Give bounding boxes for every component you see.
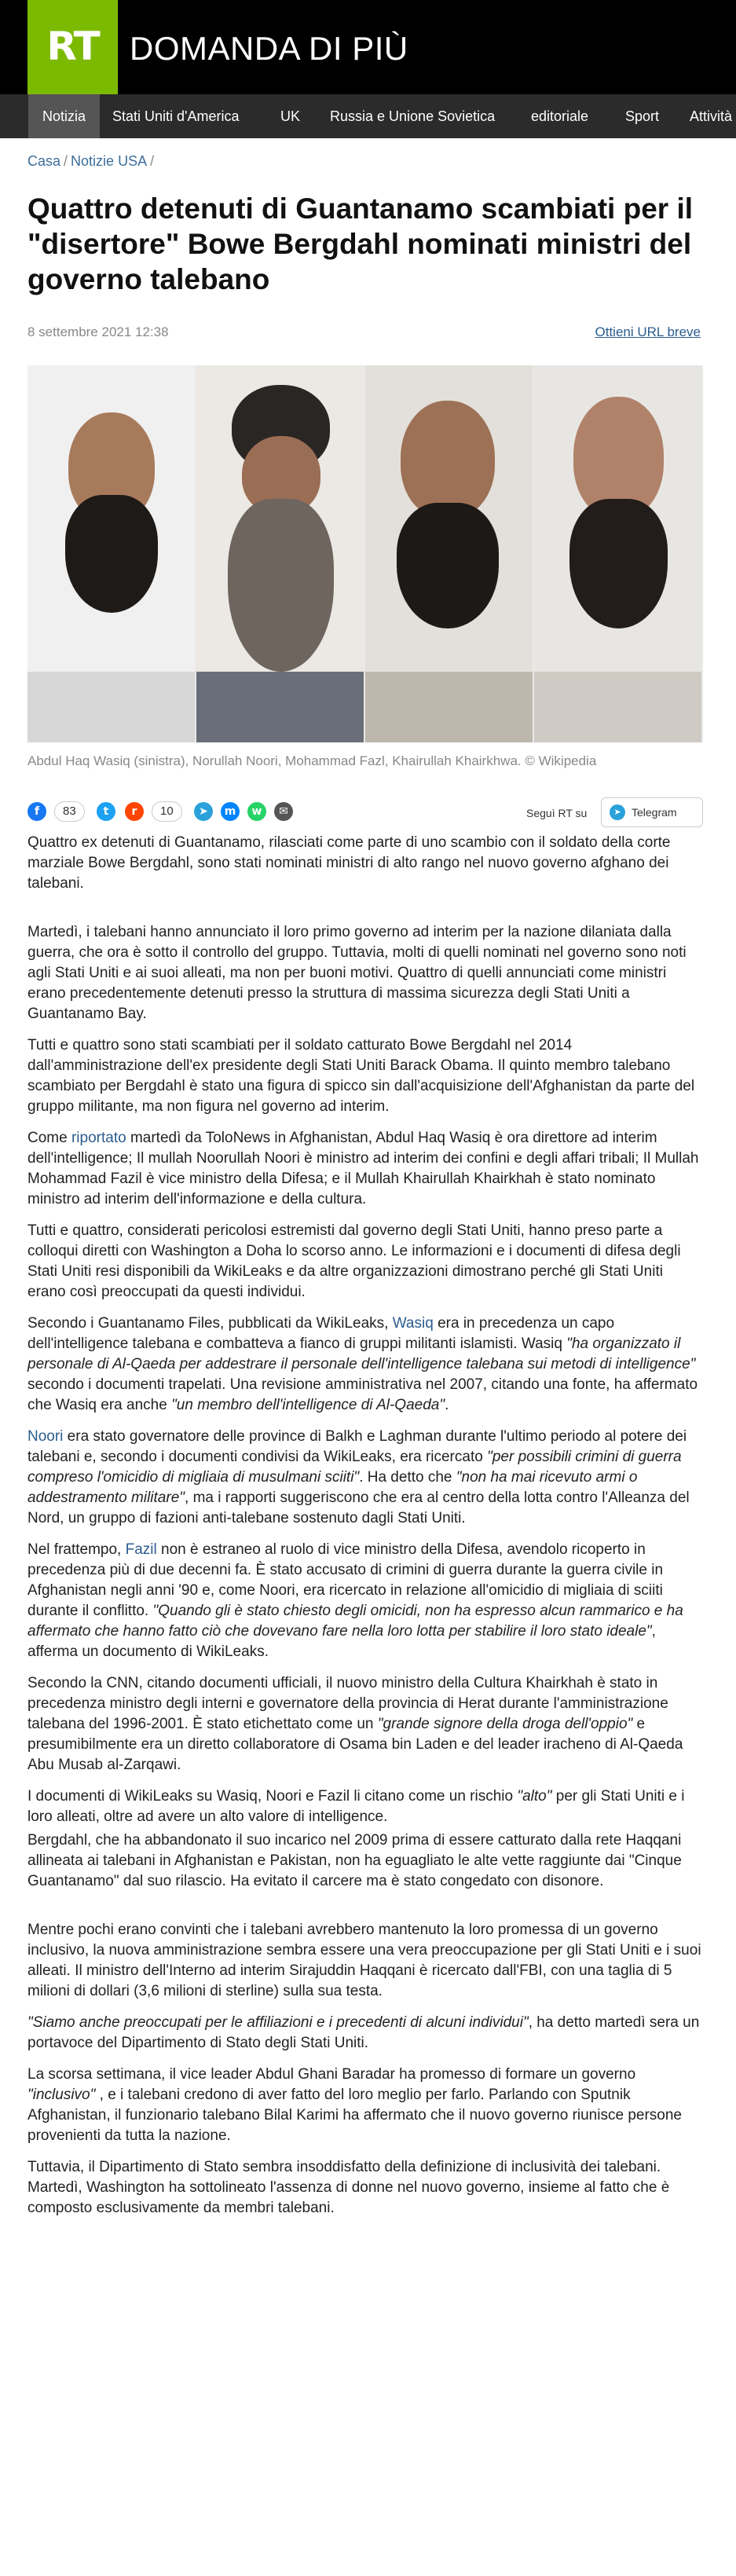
article-body <box>27 833 703 2230</box>
article-date: 8 settembre 2021 12:38 <box>27 324 169 339</box>
text-span: non è estraneo al ruolo di vice ministro della Difesa, avendolo ricoperto in precedenza più di due decenni fa. È stato accusato di crimini di guerra durante la guerra civile in Afghanistan negli anni '90 e, come Noori, era ricercato in relazione all'omicidio di migliaia di sciiti durante il conflitto. <box>27 1541 664 1619</box>
breadcrumb-section[interactable]: Notizie USA <box>71 153 148 169</box>
text-span: era in precedenza un capo dell'intelligence talebana e combatteva a fianco di gruppi militanti islamisti. Wasiq <box>27 1315 615 1352</box>
reddit-icon[interactable]: r <box>125 802 144 821</box>
logo-text: RT <box>46 24 99 69</box>
article-hero-image <box>27 365 703 742</box>
text-span: , ma i rapporti suggeriscono che era al centro della lotta contro l'Alleanza del Nord, un gruppo di fazioni anti-talebane sostenuto dagli Stati Uniti. <box>27 1490 690 1526</box>
short-url-link[interactable]: Ottieni URL breve <box>595 324 701 339</box>
breadcrumb <box>27 153 157 170</box>
article-paragraph: Mentre pochi erano convinti che i talebani avrebbero mantenuto la loro promessa di un governo inclusivo, la nuova amministrazione sembra essere una vera preoccupazione per gli Stati Uniti e i suoi alleati. Il ministro dell'Interno ad interim Sirajuddin Haqqani è ricercato dall'FBI, con una taglia di 5 milioni di dollari (3,6 milioni di sterline) sulla sua testa. <box>27 1922 701 1999</box>
fazil-link[interactable]: Fazil <box>125 1541 157 1558</box>
text-span: La scorsa settimana, il vice leader Abdul Ghani Baradar ha promesso di formare un governo <box>27 2066 636 2083</box>
text-span: era stato governatore delle province di Balkh e Laghman durante l'ultimo periodo al potere dei talebani e, secondo i documenti condivisi da WikiLeaks, era ricercato <box>27 1428 687 1465</box>
site-header <box>0 0 736 94</box>
reported-link[interactable]: riportato <box>71 1130 126 1146</box>
text-span: I documenti di WikiLeaks su Wasiq, Noori e Fazil li citano come un rischio <box>27 1788 518 1805</box>
nav-item-usa[interactable]: Stati Uniti d'America <box>112 108 240 124</box>
whatsapp-icon[interactable]: w <box>247 802 266 821</box>
article-paragraph <box>27 2013 703 2054</box>
quote-span: "inclusivo" <box>27 2087 96 2103</box>
text-span: Secondo la CNN, citando documenti ufficiali, il nuovo ministro della Cultura Khairkhah è stato in precedenza ministro degli interni e governatore della provincia di Herat durante l'amministrazione talebana del 1996-2001. È stato etichettato come un <box>27 1675 668 1732</box>
follow-label: Seguì RT su <box>526 807 588 819</box>
messenger-icon[interactable]: m <box>221 802 240 821</box>
breadcrumb-separator: / <box>150 153 155 169</box>
email-icon[interactable]: ✉ <box>274 802 293 821</box>
nav-item-attivita[interactable]: Attività <box>690 108 733 124</box>
telegram-follow-button[interactable] <box>601 797 703 827</box>
wasiq-link[interactable]: Wasiq <box>392 1315 434 1332</box>
article-paragraph: Martedì, i talebani hanno annunciato il loro primo governo ad interim per la nazione dilaniata dalla guerra, che ora è sotto il controllo del gruppo. Tuttavia, molti di quelli nominati nel governo sono noti agli Stati Uniti e ai suoi alleati, ma non per buoni motivi. Quattro di quelli annunciati come ministri erano precedentemente detenuti presso la struttura di massima sicurezza degli Stati Uniti a Guantanamo Bay. <box>27 924 687 1022</box>
noori-link[interactable]: Noori <box>27 1428 64 1445</box>
quote-span: "un membro dell'intelligence di Al-Qaeda" <box>171 1397 445 1413</box>
main-nav <box>0 94 736 138</box>
facebook-icon[interactable]: f <box>27 802 46 821</box>
text-span: Nel frattempo, <box>27 1541 126 1558</box>
article-paragraph <box>27 1128 703 1210</box>
share-bar <box>27 797 703 827</box>
article-paragraph: Bergdahl, che ha abbandonato il suo incarico nel 2009 prima di essere catturato dalla rete Haqqani allineata ai talebani in Afghanistan e Pakistan, non ha eguagliato le alte vette raggiunte dai "Cinque Guantanamo" dal suo rilascio. Ha evitato il carcere ma è stato congedato con disonore. <box>27 1832 682 1889</box>
text-span: , ha detto martedì sera un portavoce del Dipartimento di Stato degli Stati Uniti. <box>27 2014 700 2051</box>
quote-span: "non ha mai ricevuto armi o addestramento militare" <box>27 1469 638 1506</box>
rt-logo[interactable] <box>27 0 118 94</box>
article-paragraph: Quattro ex detenuti di Guantanamo, rilasciati come parte di uno scambio con il soldato della corte marziale Bowe Bergdahl, sono stati nominati ministri di alto rango nel nuovo governo afghano dei talebani. <box>27 834 671 892</box>
article-paragraph <box>27 2065 703 2146</box>
quote-span: "per possibili crimini di guerra compreso l'omicidio di migliaia di musulmani sciiti" <box>27 1449 682 1486</box>
breadcrumb-home[interactable]: Casa <box>27 153 61 169</box>
breadcrumb-separator: / <box>64 153 68 169</box>
text-span: . <box>445 1397 449 1413</box>
nav-item-russia[interactable]: Russia e Unione Sovietica <box>330 108 496 124</box>
article-paragraph <box>27 1786 703 1827</box>
facebook-share-count: 83 <box>54 801 85 822</box>
article-paragraph <box>27 1427 703 1529</box>
text-span: martedì da ToloNews in Afghanistan, Abdul Haq Wasiq è ora direttore ad interim dell'intelligence; Il mullah Noorullah Noori è ministro ad interim dei confini e degli affari tribali; Il Mullah Mohammad Fazil è vice ministro della Difesa; e il Mullah Khairullah Khairkhah è stato nominato ministro ad interim dell'informazione e della cultura. <box>27 1130 699 1207</box>
telegram-follow-label: Telegram <box>632 806 677 819</box>
nav-item-editoriale[interactable]: editoriale <box>531 108 589 124</box>
portrait-khairkhwa <box>534 365 701 742</box>
quote-span: "alto" <box>517 1788 552 1805</box>
twitter-icon[interactable]: t <box>97 802 115 821</box>
article-title: Quattro detenuti di Guantanamo scambiati per il "disertore" Bowe Bergdahl nominati ministri del governo talebano <box>27 192 694 295</box>
nav-item-sport[interactable]: Sport <box>625 108 660 124</box>
article-paragraph <box>27 1314 703 1416</box>
article-paragraph: Tuttavia, il Dipartimento di Stato sembra insoddisfatto della definizione di inclusività dei talebani. Martedì, Washington ha sottolineato l'assenza di donne nel nuovo governo, insieme al fatto che è composto esclusivamente da membri talebani. <box>27 2159 670 2216</box>
portrait-noori <box>196 365 364 742</box>
reddit-share-count: 10 <box>152 801 182 822</box>
text-span: Secondo i Guantanamo Files, pubblicati da WikiLeaks, <box>27 1315 393 1332</box>
portrait-fazl <box>365 365 533 742</box>
article-paragraph <box>27 1540 703 1662</box>
quote-span: "Quando gli è stato chiesto degli omicidi, non ha espresso alcun rammarico e ha affermato che hanno fatto ciò che dovevano fare nella loro lotta per stabilire il loro stato ideale" <box>27 1603 683 1640</box>
site-name[interactable]: DOMANDA DI PIÙ <box>130 30 408 67</box>
quote-span: "ha organizzato il personale di Al-Qaeda per addestrare il personale dell'intelligence talebana sui metodi di intelligence" <box>27 1336 696 1372</box>
telegram-icon[interactable]: ➤ <box>194 802 213 821</box>
nav-item-notizia[interactable]: Notizia <box>28 94 100 138</box>
article-paragraph: Tutti e quattro, considerati pericolosi estremisti dal governo degli Stati Uniti, hanno preso parte a colloqui diretti con Washington a Doha lo scorso anno. Le informazioni e i documenti di difesa degli Stati Uniti resi disponibili da WikiLeaks e da altre organizzazioni dimostrano perché gli Stati Uniti erano così preoccupati da questi individui. <box>27 1222 681 1300</box>
quote-span: "grande signore della droga dell'oppio" <box>377 1716 633 1732</box>
text-span: , e i talebani credono di aver fatto del loro meglio per farlo. Parlando con Sputnik Afghanistan, il funzionario talebano Bilal Karimi ha affermato che il nuovo governo riunisce persone provenienti da tutta la nazione. <box>27 2087 682 2144</box>
nav-item-uk[interactable]: UK <box>280 108 301 124</box>
text-span: e presumibilmente era un diretto collaboratore di Osama bin Laden e del leader iracheno di Al-Qaeda Abu Musab al-Zarqawi. <box>27 1716 683 1773</box>
text-span: per gli Stati Uniti e i loro alleati, oltre ad avere un alto valore di intelligence. <box>27 1788 685 1825</box>
text-span: secondo i documenti trapelati. Una revisione amministrativa nel 2007, citando una fonte, ha affermato che Wasiq era anche <box>27 1376 698 1413</box>
article-paragraph: Tutti e quattro sono stati scambiati per il soldato catturato Bowe Bergdahl nel 2014 dall'amministrazione dell'ex presidente degli Stati Uniti Barack Obama. Il quinto membro talebano scambiato per Bergdahl è stato una figura di spicco sin dall'acquisizione dell'Afghanistan da parte del gruppo militante, ma non figura nel governo ad interim. <box>27 1037 695 1115</box>
text-span: . Ha detto che <box>359 1469 456 1486</box>
quote-span: "Siamo anche preoccupati per le affiliazioni e i precedenti di alcuni individui" <box>27 2014 529 2031</box>
image-caption: Abdul Haq Wasiq (sinistra), Norullah Noori, Mohammad Fazl, Khairullah Khairkhwa. © Wikipedia <box>27 753 597 768</box>
article-paragraph <box>27 1673 703 1775</box>
text-span: Come <box>27 1130 71 1146</box>
text-span: , afferma un documento di WikiLeaks. <box>27 1623 656 1660</box>
telegram-icon: ➤ <box>610 804 625 820</box>
portrait-wasiq <box>27 365 195 742</box>
